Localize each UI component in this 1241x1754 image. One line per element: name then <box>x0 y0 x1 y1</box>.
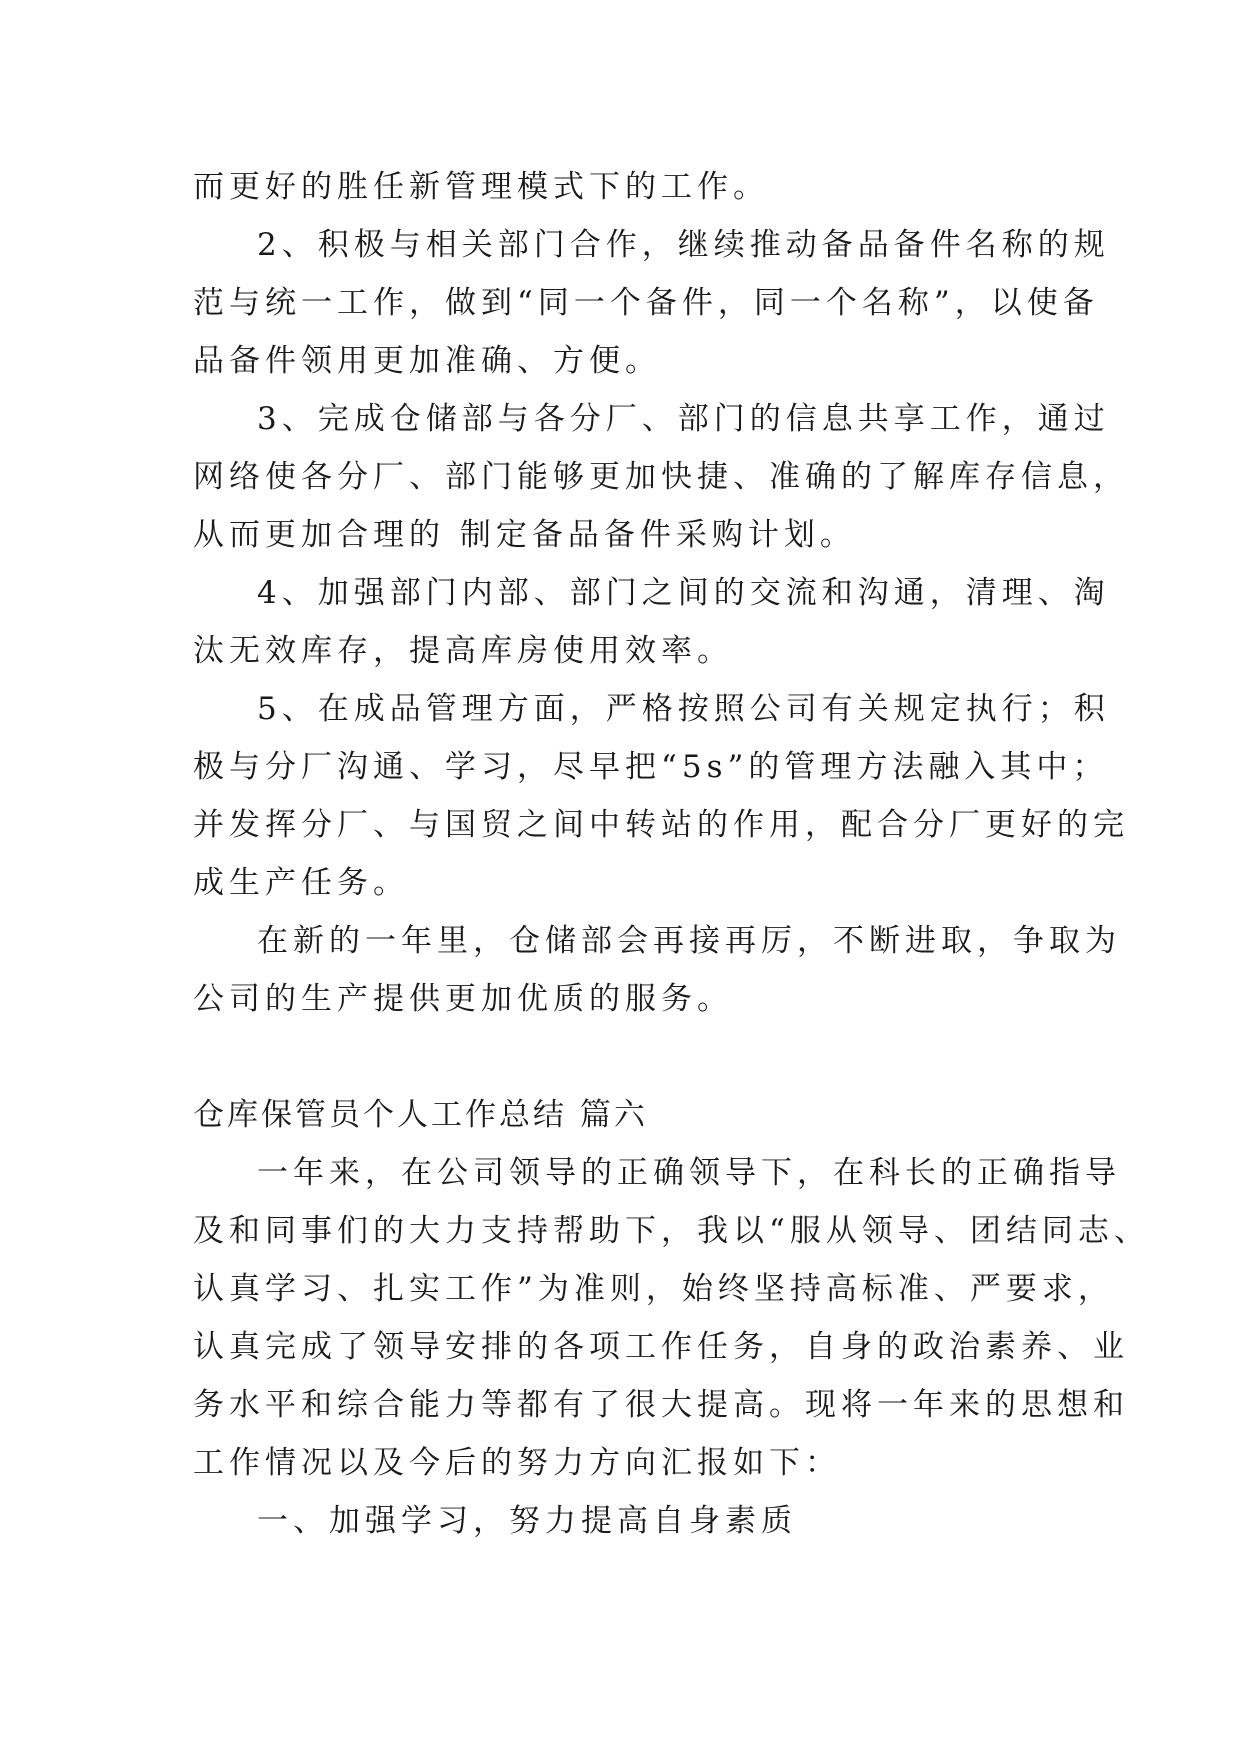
paragraph-line: 在新的一年里，仓储部会再接再厉，不断进取，争取为 <box>257 923 1121 959</box>
paragraph-line: 极与分厂沟通、学习，尽早把“5s”的管理方法融入其中； <box>193 749 1109 785</box>
section-heading: 仓库保管员个人工作总结 篇六 <box>193 1097 648 1133</box>
paragraph-line: 并发挥分厂、与国贸之间中转站的作用，配合分厂更好的完 <box>193 807 1129 843</box>
paragraph-line: 公司的生产提供更加优质的服务。 <box>193 981 733 1017</box>
paragraph-line: 3、完成仓储部与各分厂、部门的信息共享工作，通过 <box>257 401 1110 437</box>
section-spacer <box>193 1028 1073 1086</box>
document-body <box>193 158 1150 1550</box>
paragraph-line: 5、在成品管理方面，严格按照公司有关规定执行；积 <box>257 691 1110 727</box>
paragraph-line: 务水平和综合能力等都有了很大提高。现将一年来的思想和 <box>193 1387 1129 1423</box>
paragraph-line: 认真完成了领导安排的各项工作任务，自身的政治素养、业 <box>193 1329 1129 1365</box>
paragraph-line: 网络使各分厂、部门能够更加快捷、准确的了解库存信息， <box>193 459 1129 495</box>
paragraph-line: 从而更加合理的 制定备品备件采购计划。 <box>193 517 856 553</box>
paragraph-line: 2、积极与相关部门合作，继续推动备品备件名称的规 <box>257 227 1110 263</box>
paragraph-line: 工作情况以及今后的努力方向汇报如下： <box>193 1445 841 1481</box>
paragraph-line: 一年来，在公司领导的正确领导下，在科长的正确指导 <box>257 1155 1121 1191</box>
paragraph-line: 而更好的胜任新管理模式下的工作。 <box>193 169 769 205</box>
paragraph-line: 范与统一工作，做到“同一个备件，同一个名称”，以使备 <box>193 285 1099 321</box>
paragraph-line: 品备件领用更加准确、方便。 <box>193 343 661 379</box>
paragraph-line: 汰无效库存，提高库房使用效率。 <box>193 633 733 669</box>
paragraph-line: 及和同事们的大力支持帮助下，我以“服从领导、团结同志、 <box>193 1213 1150 1249</box>
paragraph-line: 4、加强部门内部、部门之间的交流和沟通，清理、淘 <box>257 575 1110 611</box>
paragraph-line: 一、加强学习，努力提高自身素质 <box>257 1503 797 1539</box>
paragraph-line: 成生产任务。 <box>193 865 409 901</box>
paragraph-line: 认真学习、扎实工作”为准则，始终坚持高标准、严要求， <box>193 1271 1114 1307</box>
